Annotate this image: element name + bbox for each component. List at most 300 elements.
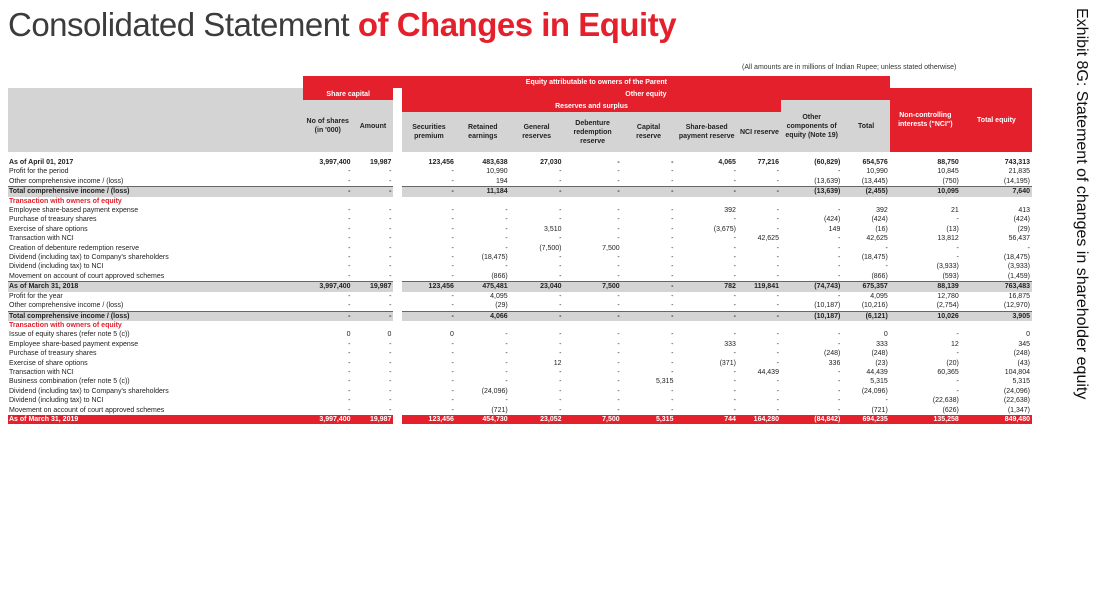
cell-value: 0 <box>883 331 888 339</box>
cell-value: - <box>776 397 779 405</box>
header-share-capital: Share capital <box>303 88 393 100</box>
cell-value: 3,905 <box>961 311 1032 321</box>
cell-value: - <box>505 359 508 367</box>
cell-value: (24,096) <box>1003 387 1030 395</box>
cell-value: - <box>559 350 562 358</box>
cell-value: - <box>885 397 888 405</box>
table-row <box>8 415 1032 424</box>
header-securities-premium: Securities premium <box>402 112 456 152</box>
cell-value: (721) <box>871 406 888 414</box>
cell-value: - <box>389 368 392 376</box>
cell-value: - <box>505 378 508 386</box>
cell-value: (1,459) <box>1007 272 1030 280</box>
cell-value: - <box>389 359 392 367</box>
cell-value: - <box>505 331 508 339</box>
cell-value: - <box>348 292 351 300</box>
cell-value: - <box>505 340 508 348</box>
cell-value: (2,455) <box>842 187 889 197</box>
side-caption <box>1072 8 1092 588</box>
cell-value: (248) <box>871 350 888 358</box>
header-other-equity: Other equity <box>402 88 890 100</box>
cell-value: (10,187) <box>814 302 841 310</box>
cell-value: - <box>348 225 351 233</box>
cell-value: - <box>776 292 779 300</box>
cell-value: - <box>617 177 620 185</box>
cell-value: 56,437 <box>1008 235 1030 243</box>
cell-value: - <box>617 359 620 367</box>
cell-value: 21,835 <box>1008 168 1030 176</box>
row-label: Exercise of share options <box>9 359 88 367</box>
header-nci-reserve: NCI reserve <box>738 112 781 152</box>
cell-value: - <box>617 387 620 395</box>
cell-value: - <box>622 282 676 292</box>
cell-value: - <box>559 292 562 300</box>
cell-value: - <box>671 331 674 339</box>
row-label: Dividend (including tax) to NCI <box>9 397 104 405</box>
cell-value: - <box>389 340 392 348</box>
table-row <box>8 292 1032 301</box>
cell-value: - <box>671 406 674 414</box>
cell-value: - <box>348 216 351 224</box>
cell-value: - <box>733 235 736 243</box>
cell-value: - <box>956 244 959 252</box>
table-row <box>8 359 1032 368</box>
cell-value: - <box>389 350 392 358</box>
cell-value: 483,638 <box>482 159 508 166</box>
cell-value: - <box>348 397 351 405</box>
cell-value: - <box>348 177 351 185</box>
cell-value: - <box>617 340 620 348</box>
header-amount: Amount <box>353 100 394 152</box>
cell-value: - <box>671 302 674 310</box>
cell-value: - <box>348 272 351 280</box>
table-row <box>8 349 1032 358</box>
table-row <box>8 177 1032 187</box>
cell-value: - <box>451 244 454 252</box>
table-row <box>8 234 1032 243</box>
row-label: Dividend (including tax) to Company's shareholders <box>9 387 169 395</box>
cell-value: (424) <box>1013 216 1030 224</box>
cell-value: - <box>559 235 562 243</box>
cell-value: 12 <box>951 340 959 348</box>
row-label: Transaction with NCI <box>9 235 74 243</box>
cell-value: 7,640 <box>961 187 1032 197</box>
cell-value: - <box>776 378 779 386</box>
cell-value: - <box>733 168 736 176</box>
cell-value: - <box>733 254 736 262</box>
side-caption-text: Exhibit 8G: Statement of changes in shareholder equity <box>1073 8 1090 400</box>
table-row <box>8 187 1032 197</box>
cell-value: - <box>776 216 779 224</box>
cell-value: - <box>776 263 779 271</box>
cell-value: - <box>451 368 454 376</box>
cell-value: - <box>675 187 737 197</box>
row-label: Business combination (refer note 5 (c)) <box>9 378 130 386</box>
cell-value: - <box>559 254 562 262</box>
cell-value: - <box>559 207 562 215</box>
cell-value: - <box>389 207 392 215</box>
cell-value: - <box>353 187 394 197</box>
cell-value: 0 <box>346 331 351 339</box>
cell-value: 5,315 <box>870 378 888 386</box>
cell-value: - <box>451 168 454 176</box>
cell-value: - <box>733 263 736 271</box>
cell-value: - <box>348 368 351 376</box>
header-general-reserves: General reserves <box>510 112 564 152</box>
row-label: Purchase of treasury shares <box>9 350 97 358</box>
cell-value: - <box>671 177 674 185</box>
cell-value: - <box>617 159 620 166</box>
table-row <box>8 340 1032 349</box>
cell-value <box>781 321 842 330</box>
cell-value: - <box>733 216 736 224</box>
cell-value: - <box>617 302 620 310</box>
cell-value: - <box>505 207 508 215</box>
cell-value: (424) <box>824 216 841 224</box>
cell-value: (721) <box>491 406 508 414</box>
cell-value: - <box>733 302 736 310</box>
table-row <box>8 406 1032 415</box>
cell-value: 744 <box>675 415 737 424</box>
cell-value: 336 <box>828 359 841 367</box>
cell-value <box>303 321 353 330</box>
cell-value: - <box>956 331 959 339</box>
cell-value: (43) <box>1017 359 1030 367</box>
cell-value: - <box>451 359 454 367</box>
table-row <box>8 387 1032 396</box>
cell-value <box>961 321 1032 330</box>
cell-value: - <box>776 168 779 176</box>
cell-value: - <box>451 225 454 233</box>
cell-value: (248) <box>824 350 841 358</box>
cell-value: - <box>559 340 562 348</box>
cell-value: - <box>671 368 674 376</box>
cell-value: - <box>510 187 564 197</box>
cell-value: 60,365 <box>937 368 959 376</box>
cell-value <box>738 321 781 330</box>
cell-value: 5,315 <box>622 415 676 424</box>
cell-value: - <box>348 235 351 243</box>
row-label: Other comprehensive income / (loss) <box>9 302 124 310</box>
cell-value: (13,639) <box>781 187 842 197</box>
cell-value: 10,026 <box>890 311 961 321</box>
row-label: Dividend (including tax) to NCI <box>9 263 104 271</box>
cell-value: 10,845 <box>937 168 959 176</box>
cell-value: - <box>885 263 888 271</box>
table-row <box>8 158 1032 167</box>
cell-value: - <box>838 244 841 252</box>
cell-value: - <box>617 225 620 233</box>
cell-value: - <box>559 168 562 176</box>
cell-value: (84,842) <box>781 415 842 424</box>
cell-value: 3,997,400 <box>303 282 353 292</box>
cell-value: - <box>451 406 454 414</box>
cell-value: - <box>348 378 351 386</box>
cell-value: 16,875 <box>1008 292 1030 300</box>
cell-value: (7,500) <box>539 244 562 252</box>
cell-value: 12,780 <box>937 292 959 300</box>
row-label: Issue of equity shares (refer note 5 (c)) <box>9 331 130 339</box>
cell-value: 4,065 <box>718 159 736 166</box>
cell-value: - <box>776 359 779 367</box>
cell-value: (23) <box>875 359 888 367</box>
table-row <box>8 301 1032 311</box>
row-label: Profit for the year <box>9 292 63 300</box>
cell-value <box>510 321 564 330</box>
cell-value: - <box>353 311 394 321</box>
cell-value: - <box>671 340 674 348</box>
header-other-components: Other components of equity (Note 19) <box>781 100 842 152</box>
cell-value: - <box>505 368 508 376</box>
cell-value: 13,812 <box>937 235 959 243</box>
cell-value: - <box>559 406 562 414</box>
cell-value: (13) <box>946 225 959 233</box>
cell-value: - <box>505 397 508 405</box>
cell-value: - <box>451 302 454 310</box>
cell-value: - <box>617 378 620 386</box>
cell-value: 7,500 <box>564 415 622 424</box>
cell-value: - <box>451 263 454 271</box>
header-retained-earnings: Retained earnings <box>456 112 510 152</box>
cell-value: - <box>451 387 454 395</box>
row-label: Movement on account of court approved schemes <box>9 272 165 280</box>
cell-value: - <box>956 350 959 358</box>
cell-value: 88,139 <box>890 282 961 292</box>
cell-value: - <box>671 292 674 300</box>
cell-value: - <box>838 368 841 376</box>
cell-value: - <box>348 350 351 358</box>
cell-value <box>890 321 961 330</box>
cell-value: - <box>389 235 392 243</box>
cell-value: - <box>838 272 841 280</box>
cell-value: (74,743) <box>781 282 842 292</box>
cell-value: - <box>559 397 562 405</box>
cell-value <box>842 197 889 206</box>
cell-value: (593) <box>942 272 959 280</box>
header-row-1 <box>8 76 1032 88</box>
cell-value: 0 <box>1026 331 1030 339</box>
table-row <box>8 167 1032 176</box>
cell-value: - <box>733 368 736 376</box>
cell-value: - <box>559 272 562 280</box>
cell-value: 88,750 <box>937 159 959 166</box>
cell-value: - <box>559 216 562 224</box>
row-label: Transaction with owners of equity <box>9 197 122 205</box>
cell-value: - <box>303 187 353 197</box>
cell-value: - <box>838 207 841 215</box>
cell-value: - <box>671 168 674 176</box>
cell-value <box>456 321 510 330</box>
cell-value: (424) <box>871 216 888 224</box>
cell-value <box>456 197 510 206</box>
cell-value: - <box>505 263 508 271</box>
cell-value: 42,625 <box>866 235 888 243</box>
cell-value: - <box>838 331 841 339</box>
cell-value: - <box>956 378 959 386</box>
cell-value: (750) <box>942 177 959 185</box>
cell-value: - <box>956 254 959 262</box>
cell-value: - <box>451 207 454 215</box>
cell-value: - <box>838 387 841 395</box>
cell-value: - <box>733 406 736 414</box>
cell-value: - <box>389 378 392 386</box>
cell-value: (18,475) <box>861 254 888 262</box>
table-row <box>8 282 1032 292</box>
cell-value: - <box>389 225 392 233</box>
cell-value: - <box>564 311 622 321</box>
cell-value: - <box>451 235 454 243</box>
cell-value: - <box>389 292 392 300</box>
table-row <box>8 321 1032 330</box>
title-part-2: of Changes in Equity <box>357 6 677 43</box>
row-label: Employee share-based payment expense <box>9 340 139 348</box>
header-row-2 <box>8 88 1032 100</box>
cell-value: - <box>617 263 620 271</box>
cell-value <box>781 197 842 206</box>
cell-value: 392 <box>724 207 736 215</box>
cell-value: (22,638) <box>1003 397 1030 405</box>
cell-value: - <box>559 331 562 339</box>
cell-value: (371) <box>719 359 736 367</box>
cell-value: 77,216 <box>757 159 779 166</box>
table-row <box>8 396 1032 405</box>
cell-value: 743,313 <box>1004 159 1030 166</box>
cell-value: 19,987 <box>370 159 392 166</box>
row-label: Creation of debenture redemption reserve <box>9 244 139 252</box>
cell-value: (13,639) <box>814 177 841 185</box>
cell-value: 10,990 <box>486 168 508 176</box>
table-row <box>8 368 1032 377</box>
cell-value: - <box>348 254 351 262</box>
cell-value: 44,439 <box>866 368 888 376</box>
row-label: Other comprehensive income / (loss) <box>9 177 124 185</box>
table-row <box>8 311 1032 321</box>
cell-value: - <box>671 216 674 224</box>
cell-value: - <box>389 272 392 280</box>
cell-value: - <box>389 254 392 262</box>
header-equity-parent: Equity attributable to owners of the Parent <box>303 76 890 88</box>
cell-value: - <box>776 340 779 348</box>
cell-value: 475,481 <box>456 282 510 292</box>
cell-value: - <box>776 254 779 262</box>
cell-value: - <box>671 207 674 215</box>
cell-value: 0 <box>387 331 392 339</box>
cell-value <box>353 321 394 330</box>
cell-value: - <box>838 397 841 405</box>
cell-value: 19,987 <box>353 415 394 424</box>
header-no-shares: No of shares (in '000) <box>303 100 353 152</box>
cell-value: - <box>671 244 674 252</box>
cell-value: - <box>617 216 620 224</box>
cell-value: 5,315 <box>1012 378 1030 386</box>
cell-value <box>622 197 676 206</box>
cell-value: - <box>389 302 392 310</box>
table-row <box>8 197 1032 206</box>
cell-value: - <box>838 292 841 300</box>
cell-value: - <box>451 397 454 405</box>
cell-value: (10,216) <box>861 302 888 310</box>
cell-value: - <box>838 254 841 262</box>
cell-value: - <box>451 378 454 386</box>
cell-value: (24,096) <box>861 387 888 395</box>
table-row <box>8 225 1032 234</box>
cell-value: - <box>671 272 674 280</box>
cell-value: - <box>838 168 841 176</box>
table-row <box>8 272 1032 282</box>
cell-value: - <box>451 340 454 348</box>
cell-value: - <box>505 235 508 243</box>
cell-value: 654,576 <box>862 159 888 166</box>
cell-value: - <box>671 359 674 367</box>
cell-value: - <box>505 244 508 252</box>
equity-table <box>8 76 1032 424</box>
cell-value: - <box>348 168 351 176</box>
cell-value: - <box>733 331 736 339</box>
cell-value: - <box>1027 244 1030 252</box>
cell-value: - <box>671 235 674 243</box>
table-row <box>8 244 1032 253</box>
cell-value: 23,052 <box>510 415 564 424</box>
cell-value: - <box>451 350 454 358</box>
row-label: Dividend (including tax) to Company's shareholders <box>9 254 169 262</box>
cell-value: - <box>617 368 620 376</box>
cell-value: - <box>559 378 562 386</box>
cell-value: - <box>622 187 676 197</box>
cell-value: - <box>559 263 562 271</box>
row-label: Purchase of treasury shares <box>9 216 97 224</box>
table-row <box>8 253 1032 262</box>
cell-value: 42,625 <box>757 235 779 243</box>
cell-value: - <box>348 244 351 252</box>
cell-value: 4,095 <box>870 292 888 300</box>
cell-value: - <box>505 225 508 233</box>
title-part-1: Consolidated Statement <box>8 6 358 43</box>
cell-value: - <box>505 216 508 224</box>
cell-value: - <box>451 292 454 300</box>
cell-value: (18,475) <box>481 254 508 262</box>
cell-value: (3,675) <box>713 225 736 233</box>
cell-value: - <box>733 244 736 252</box>
cell-value: 782 <box>675 282 737 292</box>
cell-value <box>675 321 737 330</box>
cell-value: 3,997,400 <box>319 159 351 166</box>
cell-value: - <box>617 254 620 262</box>
cell-value: (14,195) <box>1003 177 1030 185</box>
cell-value: 413 <box>1018 207 1030 215</box>
cell-value: 3,997,400 <box>303 415 353 424</box>
cell-value: 333 <box>724 340 736 348</box>
cell-value <box>890 197 961 206</box>
header-row-3 <box>8 100 1032 112</box>
cell-value: - <box>389 216 392 224</box>
cell-value: - <box>303 311 353 321</box>
cell-value: - <box>622 311 676 321</box>
cell-value: (3,933) <box>1007 263 1030 271</box>
cell-value: 123,456 <box>402 282 456 292</box>
row-label: Exercise of share options <box>9 225 88 233</box>
cell-value: 21 <box>951 207 959 215</box>
row-label: Total comprehensive income / (loss) <box>8 187 303 197</box>
cell-value: - <box>838 378 841 386</box>
cell-value: 7,500 <box>564 282 622 292</box>
table-row <box>8 262 1032 271</box>
cell-value: - <box>617 235 620 243</box>
cell-value: (20) <box>946 359 959 367</box>
cell-value: - <box>671 387 674 395</box>
cell-value: 333 <box>876 340 888 348</box>
cell-value: - <box>559 177 562 185</box>
cell-value: 12 <box>553 359 562 367</box>
